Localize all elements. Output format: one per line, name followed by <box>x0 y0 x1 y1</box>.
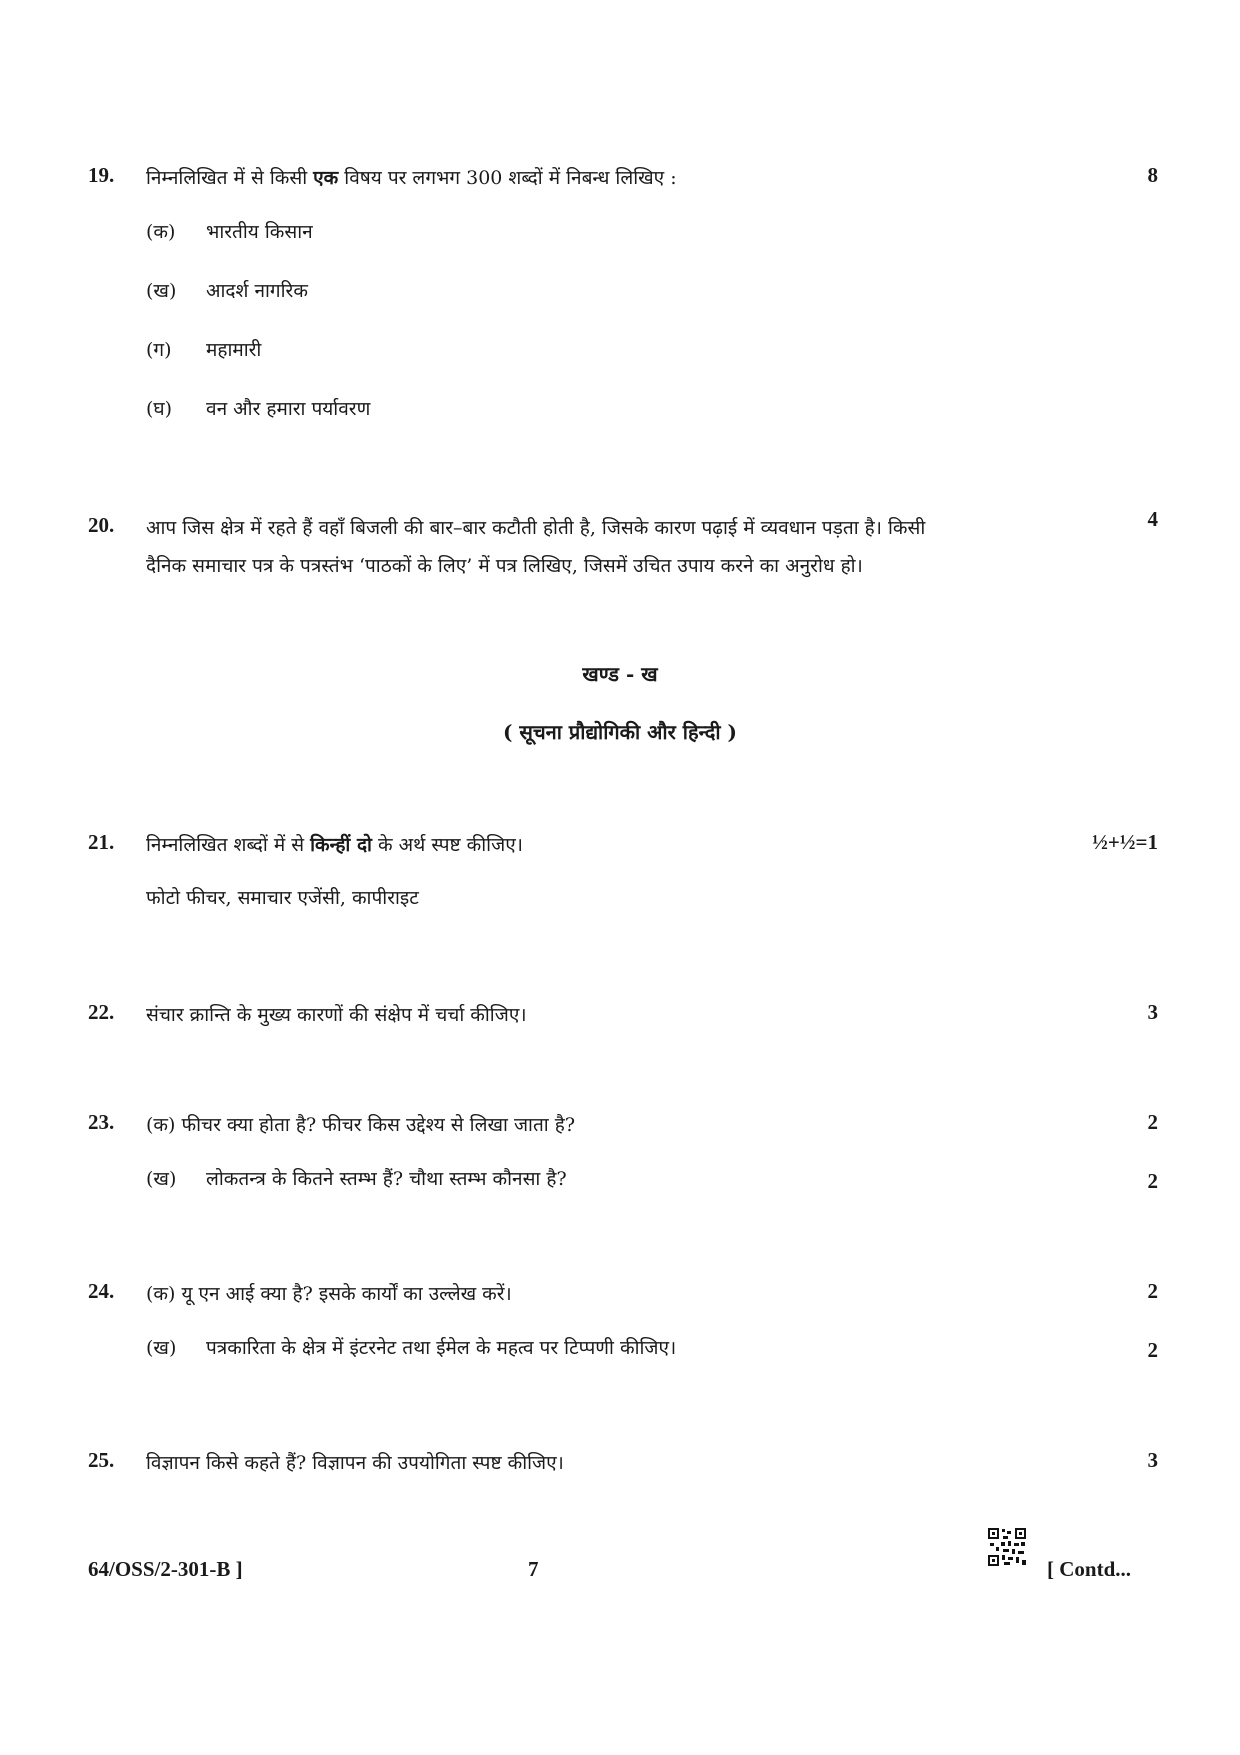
question-number: 24. <box>88 1279 115 1303</box>
question-21 <box>88 830 1158 870</box>
question-24-b <box>88 1338 1158 1397</box>
question-number: 22. <box>88 1000 115 1024</box>
question-text-line: दैनिक समाचार पत्र के पत्रस्तंभ ‘पाठकों के लिए’ में पत्र लिखिए, जिसमें उचित उपाय करने का अनुरोध हो। <box>146 555 863 577</box>
question-20 <box>88 507 1158 593</box>
question-marks: 2 <box>1147 1169 1158 1193</box>
question-22-row <box>88 1000 1158 1040</box>
question-23-a <box>88 1110 1158 1150</box>
question-marks: 3 <box>1147 1000 1158 1024</box>
question-text-part: विषय पर लगभग 300 शब्दों में निबन्ध लिखिए : <box>338 167 677 189</box>
question-text-bold: किन्हीं दो <box>310 834 372 856</box>
question-19-row <box>88 163 1158 203</box>
question-text: संचार क्रान्ति के मुख्य कारणों की संक्षेप में चर्चा कीजिए। <box>146 1004 527 1026</box>
question-20-row <box>88 507 1158 593</box>
subquestion-text <box>146 1106 1076 1144</box>
question-marks: 8 <box>1147 163 1158 187</box>
option-label: (ख) <box>146 280 177 302</box>
question-text: विज्ञापन किसे कहते हैं? विज्ञापन की उपयोगिता स्पष्ट कीजिए। <box>146 1452 564 1474</box>
subquestion-item <box>88 1338 1158 1397</box>
option-item <box>88 222 1158 281</box>
subquestion-label: (ख) <box>146 1337 177 1359</box>
question-text-part: निम्नलिखित शब्दों में से <box>146 834 311 856</box>
subquestion-label: (ख) <box>146 1168 177 1190</box>
question-marks: 3 <box>1147 1448 1158 1472</box>
subquestion-text <box>146 1275 1076 1313</box>
question-text-part: निम्नलिखित में से किसी <box>146 167 314 189</box>
question-text-line: आप जिस क्षेत्र में रहते हैं वहाँ बिजली की बार–बार कटौती होती है, जिसके कारण पढ़ाई में व्यवधान पड़ता है। किसी <box>146 517 926 539</box>
option-item <box>88 340 1158 399</box>
question-number: 25. <box>88 1448 115 1472</box>
qr-code-graphic <box>987 1527 1027 1567</box>
subquestion-label: (क) <box>146 1114 176 1136</box>
question-marks: ½+½=1 <box>1092 830 1158 854</box>
section-title: खण्ड - ख <box>582 662 658 686</box>
question-23 <box>88 1110 1158 1150</box>
question-19 <box>88 163 1158 203</box>
question-text <box>146 159 1076 197</box>
option-item <box>88 399 1158 458</box>
question-21-row <box>88 830 1158 870</box>
subquestion-label: (क) <box>146 1283 176 1305</box>
question-marks: 4 <box>1147 507 1158 531</box>
question-19-options <box>88 222 1158 458</box>
question-text <box>146 826 1076 864</box>
paper-code: 64/OSS/2-301-B ] <box>88 1557 243 1581</box>
subquestion-body: लोकतन्त्र के कितने स्तम्भ हैं? चौथा स्तम्भ कौनसा है? <box>206 1168 567 1190</box>
page-number: 7 <box>528 1557 539 1581</box>
option-item <box>88 281 1158 340</box>
question-text <box>146 509 1076 585</box>
question-marks: 2 <box>1147 1110 1158 1134</box>
subquestion-item <box>88 1169 1158 1228</box>
question-23-b <box>88 1169 1158 1228</box>
option-text: भारतीय किसान <box>206 221 313 243</box>
option-label: (ग) <box>146 339 172 361</box>
subquestion-body: फीचर क्या होता है? फीचर किस उद्देश्य से लिखा जाता है? <box>181 1114 576 1136</box>
question-text-part: के अर्थ स्पष्ट कीजिए। <box>371 834 523 856</box>
question-text-bold: एक <box>313 167 339 189</box>
option-text: वन और हमारा पर्यावरण <box>206 398 371 420</box>
question-number: 23. <box>88 1110 115 1134</box>
qr-code-icon <box>987 1527 1027 1567</box>
question-marks: 2 <box>1147 1279 1158 1303</box>
question-number: 21. <box>88 830 115 854</box>
section-subtitle: ( सूचना प्रौद्योगिकी और हिन्दी ) <box>503 720 737 744</box>
question-number: 19. <box>88 163 115 187</box>
continued-label: [ Contd... <box>1047 1557 1132 1581</box>
question-24 <box>88 1279 1158 1319</box>
option-label: (घ) <box>146 398 173 420</box>
terms-list: फोटो फीचर, समाचार एजेंसी, कापीराइट <box>146 887 419 909</box>
question-22 <box>88 1000 1158 1040</box>
question-24-a <box>88 1279 1158 1319</box>
question-25-row <box>88 1448 1158 1488</box>
option-text: आदर्श नागरिक <box>206 280 308 302</box>
subquestion-body: पत्रकारिता के क्षेत्र में इंटरनेट तथा ईमेल के महत्व पर टिप्पणी कीजिए। <box>206 1337 677 1359</box>
option-label: (क) <box>146 221 176 243</box>
subquestion-body: यू एन आई क्या है? इसके कार्यों का उल्लेख करें। <box>181 1283 512 1305</box>
question-25 <box>88 1448 1158 1488</box>
question-number: 20. <box>88 513 115 537</box>
question-marks: 2 <box>1147 1338 1158 1362</box>
option-text: महामारी <box>206 339 262 361</box>
